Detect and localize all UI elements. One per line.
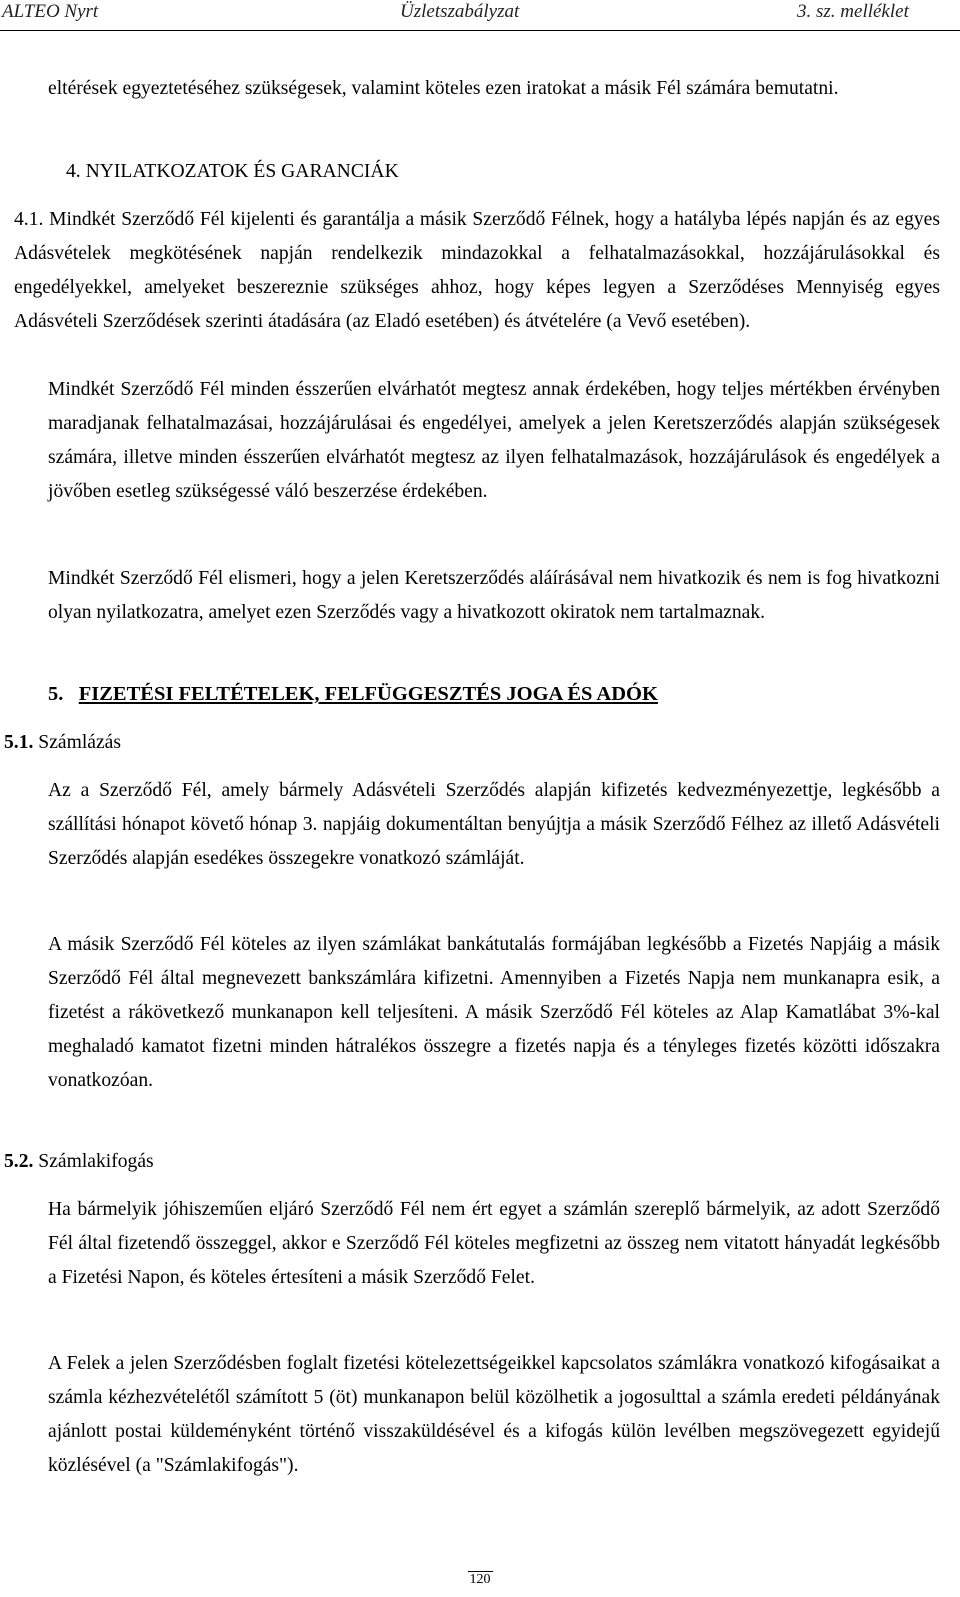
section-5-heading (48, 677, 658, 711)
paragraph-4-1-a: 4.1. Mindkét Szerződő Fél kijelenti és garantálja a másik Szerződő Félnek, hogy a hatályba lépés napján és az egyes Adásvételek megkötésének napján rendelkezik mindazokkal a felhatalmazásokkal, hozzájárulásokkal és engedélyekkel, amelyeket beszereznie szükséges ahhoz, hogy képes legyen a Szerződéses Mennyiség egyes Adásvételi Szerződések szerinti átadására (az Eladó esetében) és átvételére (a Vevő esetében). (14, 209, 940, 332)
section-5-1-title: Számlázás (38, 732, 121, 753)
paragraph-5-2-a: Ha bármelyik jóhiszeműen eljáró Szerződő Fél nem ért egyet a számlán szereplő bármelyik, az adott Szerződő Fél által fizetendő összeggel, akkor e Szerződő Fél köteles megfizetni az összeg nem vitatott hányadát legkésőbb a Fizetési Napon, és köteles értesíteni a másik Szerződő Felet. (48, 1199, 940, 1288)
section-5-1-heading (4, 726, 121, 760)
section-5-2-number: 5.2. (4, 1151, 34, 1172)
paragraph-intro: eltérések egyeztetéséhez szükségesek, valamint köteles ezen iratokat a másik Fél számára bemutatni. (48, 78, 839, 99)
paragraph-4-2: Mindkét Szerződő Fél elismeri, hogy a jelen Keretszerződés aláírásával nem hivatkozik és nem is fog hivatkozni olyan nyilatkozatra, amelyet ezen Szerződés vagy a hivatkozott okiratok nem tartalmaznak. (48, 568, 940, 623)
paragraph-5-2-b: A Felek a jelen Szerződésben foglalt fizetési kötelezettségeikkel kapcsolatos számlákra vonatkozó kifogásaikat a számla kézhezvételétől számított 5 (öt) munkanapon belül közölhetik a jogosulttal a számla eredeti példányának ajánlott postai küldeményként történő visszaküldésével és a kifogás külön levélben megszövegezett egyidejű közlésével (a "Számlakifogás"). (48, 1353, 940, 1476)
paragraph-5-1-b: A másik Szerződő Fél köteles az ilyen számlákat bankátutalás formájában legkésőbb a Fizetés Napjáig a másik Szerződő Fél által megnevezett bankszámlára kifizetni. Amennyiben a Fizetés Napja nem munkanapra esik, a fizetést a rákövetkező munkanapon kell teljesíteni. A másik Szerződő Fél köteles az Alap Kamatlábat 3%-kal meghaladó kamatot fizetni minden hátralékos összegre a fizetés napja és a tényleges fizetés közötti időszakra vonatkozóan. (48, 934, 940, 1091)
header-annex-label: 3. sz. melléklet (797, 1, 909, 22)
header-divider (0, 30, 960, 31)
section-4-heading: 4. NYILATKOZATOK ÉS GARANCIÁK (66, 161, 399, 182)
paragraph-5-1-a: Az a Szerződő Fél, amely bármely Adásvételi Szerződés alapján kifizetés kedvezményezettje, legkésőbb a szállítási hónapot követő hónap 3. napjáig dokumentáltan benyújtja a másik Szerződő Félhez az illető Adásvételi Szerződés alapján esedékes összegekre vonatkozó számláját. (48, 780, 940, 869)
page-number (0, 1572, 960, 1588)
header-document-title: Üzletszabályzat (400, 1, 520, 22)
section-5-1-number: 5.1. (4, 732, 34, 753)
page-header (0, 0, 960, 30)
section-5-number: 5. (48, 683, 64, 705)
section-5-title: FIZETÉSI FELTÉTELEK, FELFÜGGESZTÉS JOGA ÉS ADÓK (78, 683, 658, 705)
page-number-value: 120 (469, 1572, 491, 1587)
header-company: ALTEO Nyrt (2, 1, 99, 22)
section-5-2-heading (4, 1145, 154, 1179)
section-5-2-title: Számlakifogás (38, 1151, 154, 1172)
paragraph-4-1-b: Mindkét Szerződő Fél minden ésszerűen elvárhatót megtesz annak érdekében, hogy teljes mértékben érvényben maradjanak felhatalmazásai, hozzájárulásai és engedélyei, amelyek a jelen Keretszerződés alapján szükségesek számára, illetve minden ésszerűen elvárhatót megtesz az ilyen felhatalmazások, hozzájárulások és engedélyek a jövőben esetleg szükségessé váló beszerzése érdekében. (48, 379, 940, 502)
